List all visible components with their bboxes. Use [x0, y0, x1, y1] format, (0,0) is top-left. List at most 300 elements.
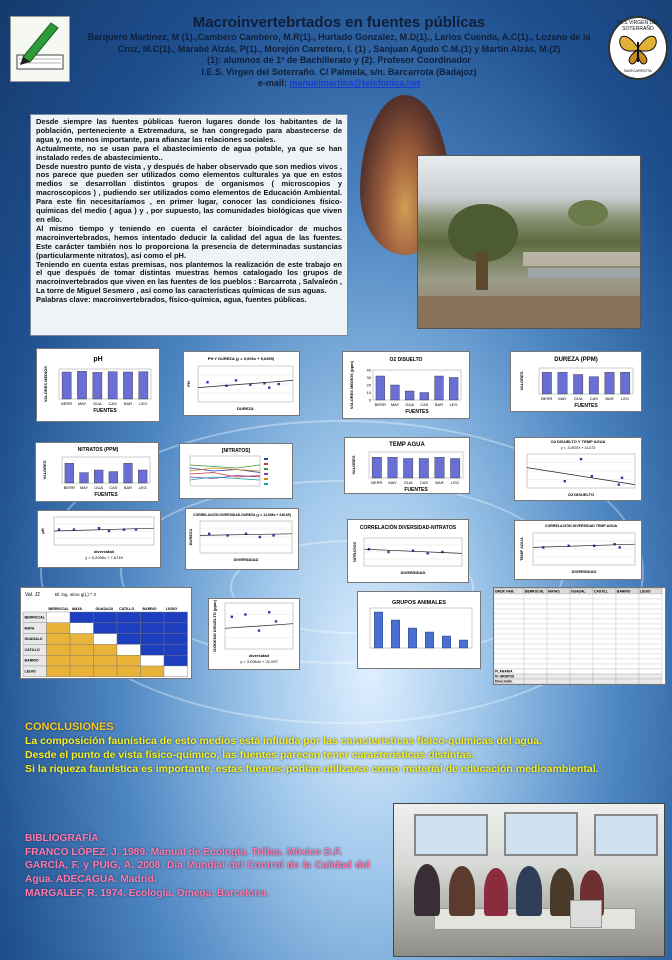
species-cell	[570, 609, 593, 614]
matrix-cell	[141, 655, 165, 666]
species-cell	[639, 594, 662, 599]
matrix-cell	[47, 623, 71, 634]
x-tick-label: GUA	[403, 480, 413, 485]
bar	[435, 376, 444, 400]
pen-book-icon	[11, 17, 69, 81]
species-cell	[547, 624, 570, 629]
chart-nitratos-ppm	[35, 442, 159, 502]
species-cell	[524, 614, 547, 619]
tree-trunk	[476, 252, 488, 290]
x-axis-label: diversidad	[248, 653, 270, 658]
species-cell	[524, 594, 547, 599]
chart-o2-disuelto	[342, 351, 470, 419]
species-cell	[547, 614, 570, 619]
y-tick-label: 0	[368, 397, 371, 403]
x-tick-label: BAR	[435, 480, 444, 485]
bar	[80, 473, 89, 483]
species-cell	[639, 659, 662, 664]
bar	[405, 391, 414, 400]
abstract-paragraph: Desde nuestro punto de vista , y después de haber observado que son medios vivos , nos parece que pueden ser utilizados como elementos culturales ya que en estos medios se desarrollan distintos grupos de organismos ( microscopios y macroscopicos ) , pudiendo ser utilizados como elementos de Educación Ambiental. Para este fin necesitaríamos , en primer lugar, conocer las condiciones físico-químicas del medio ( agua ) y , por supuesto, las comunidades biológicas que viven en ello.	[36, 161, 342, 224]
abstract-paragraph: Actualmente, no se usan para el abastecimiento de agua potable, ya que se han instalado redes de abastecimiento..	[36, 143, 342, 162]
species-cell	[524, 654, 547, 659]
y-tick-label: 40	[366, 367, 371, 373]
matrix-cell	[70, 634, 94, 645]
data-point	[621, 477, 623, 479]
y-axis-label: PH	[186, 381, 191, 387]
data-point	[618, 483, 620, 485]
x-tick-label: CAS	[420, 402, 429, 407]
species-footer-cell	[524, 669, 547, 674]
chart-title: NITRATOS (PPM)	[77, 447, 119, 453]
y-axis-label: VALORES	[42, 460, 47, 480]
species-cell	[570, 604, 593, 609]
species-footer-cell	[593, 674, 616, 679]
matrix-cell	[47, 666, 71, 677]
matrix-cell	[47, 634, 71, 645]
matrix-cell	[117, 666, 141, 677]
x-tick-label: BERR	[374, 402, 386, 407]
chart-ph	[36, 348, 160, 422]
bar	[425, 632, 434, 648]
x-tick-label: CAS	[108, 401, 117, 406]
matrix-row-header: BARRIO	[24, 658, 39, 663]
species-footer-cell	[570, 669, 593, 674]
abstract-box	[30, 114, 348, 336]
species-col-header: LEGIO	[640, 589, 651, 594]
species-cell	[616, 614, 639, 619]
seal-text-top: I.E.S VIRGEN DEL SOTERRAÑO	[616, 20, 660, 32]
species-cell	[570, 654, 593, 659]
species-cell	[593, 634, 616, 639]
species-cell	[616, 644, 639, 649]
species-cell	[547, 659, 570, 664]
matrix-col-header: BERROCAL	[48, 607, 69, 611]
y-axis-label: VALORES MEDIOS	[43, 366, 48, 402]
plot-area	[373, 370, 461, 400]
matrix-cell	[117, 655, 141, 666]
x-tick-label: CAS	[589, 396, 598, 401]
species-cell	[616, 594, 639, 599]
authors-line: Cruz, M.C(1)., Marabé Alzás, P(1)., Morejón Carretero, I. (1) , Sanjuan Agudo C.M.(1) y Martín Alzás, M.(2)	[117, 43, 561, 54]
x-tick-label: BERR	[371, 480, 383, 485]
conclusion-line: La composición faunística de esto medios está influida por las características físico-químicas del agua.	[25, 735, 542, 747]
species-cell	[570, 599, 593, 604]
x-tick-label: LEG	[451, 480, 460, 485]
y-axis-label: VALORES MEDIOS (ppm)	[349, 360, 354, 410]
y-axis-label: TEMP AGUA	[519, 537, 524, 561]
matrix-col-header: BARRIO	[142, 607, 157, 611]
species-cell	[524, 629, 547, 634]
ground	[418, 296, 640, 328]
matrix-cell	[164, 623, 188, 634]
species-cell	[494, 614, 524, 619]
matrix-row-header: BERROCAL	[24, 615, 45, 620]
matrix-col-header: CATILLO	[119, 607, 135, 611]
species-col-header: CASTILL	[594, 589, 609, 594]
student	[516, 866, 542, 916]
species-cell	[547, 619, 570, 624]
species-footer-cell	[547, 674, 570, 679]
species-footer-label: PLANARIA	[495, 669, 513, 674]
matrix-cell	[164, 612, 188, 623]
x-axis-label: DIVERSIDAD	[233, 557, 259, 562]
matrix-cell	[164, 644, 188, 655]
authors-line: Barquero Martínez, M (1).,Cambero Cambero, M.R(1)., Hurtado Gonzalez, M.D(1)., Larios Cuenda, A.C(1)., Lozano de la	[87, 32, 591, 42]
species-cell	[494, 609, 524, 614]
species-cell	[593, 659, 616, 664]
student	[414, 864, 440, 916]
bibliography-section	[25, 832, 370, 901]
matrix-cell	[47, 612, 71, 623]
bar	[139, 372, 148, 399]
abstract-keywords: Palabras clave: macroinvertebrados, físico-química, agua, fuentes públicas.	[36, 295, 307, 305]
legend-swatch	[264, 463, 268, 465]
poster-header	[0, 0, 672, 100]
x-tick-label: LEG	[139, 401, 148, 406]
species-footer-cell	[547, 669, 570, 674]
x-tick-label: MAY	[390, 402, 400, 407]
species-cell	[570, 639, 593, 644]
equation-label: y = 0,2096x + 7,6749	[85, 555, 123, 560]
matrix-cell	[164, 655, 188, 666]
species-footer-cell	[524, 674, 547, 679]
equation-label: y = 3,0964x + 22,097	[240, 659, 278, 664]
species-cell	[524, 639, 547, 644]
chart-title: DUREZA (PPM)	[554, 357, 598, 363]
stone-trough	[523, 252, 640, 266]
email-link[interactable]: manuelmartina@telefonica.net	[289, 78, 421, 88]
species-cell	[494, 599, 524, 604]
bar	[376, 376, 385, 400]
species-cell	[494, 664, 524, 669]
species-cell	[593, 619, 616, 624]
classroom-window	[504, 812, 578, 856]
x-tick-label: MAY	[77, 401, 87, 406]
matrix-row-header: LEGIO	[24, 669, 36, 674]
chart-corr-dureza	[185, 508, 299, 570]
bar	[109, 472, 118, 483]
species-cell	[639, 644, 662, 649]
bibliography-heading: BIBLIOGRAFÍA	[25, 833, 99, 844]
data-point	[268, 386, 270, 388]
bar	[419, 459, 428, 479]
species-cell	[547, 664, 570, 669]
conclusion-line: Si la riqueza faunística es importante, estas fuentes podían utilizarse como material de educación medioambiental.	[25, 763, 599, 775]
y-axis-label: NITRATOS	[352, 541, 357, 563]
chart-title: O2 DISUELTO Y TEMP AGUA	[550, 439, 606, 444]
species-cell	[593, 664, 616, 669]
species-cell	[570, 594, 593, 599]
species-cell	[547, 609, 570, 614]
species-cell	[494, 639, 524, 644]
email-label: e-mail:	[257, 78, 290, 88]
matrix-cell	[94, 666, 118, 677]
bar	[403, 459, 412, 479]
matrix-cell	[141, 612, 165, 623]
species-cell	[494, 604, 524, 609]
chart-ph-dureza	[183, 351, 300, 416]
chart-nitratos-line	[179, 443, 293, 499]
species-cell	[639, 619, 662, 624]
seal-text-bottom: BARCARROTA	[624, 68, 652, 73]
species-cell	[570, 624, 593, 629]
matrix-cell	[141, 644, 165, 655]
bar	[449, 378, 458, 401]
tree-canopy	[568, 200, 608, 226]
species-footer-cell	[570, 674, 593, 679]
species-cell	[639, 609, 662, 614]
chart-title: CORRELACIÓN DIVERSIDAD TEMP AGUA	[544, 524, 618, 528]
matrix-row-header: CATILLO	[24, 647, 40, 652]
abstract-paragraph: Desde siempre las fuentes públicas fueron lugares donde los habitantes de la población, perteneciente a Extremadura, se han congregado para abastecerse de agua y, no menos importante, para afianzar las relaciones sociales.	[36, 117, 342, 144]
bibliography-entry: GARCÍA, F. y PUIG, A. 2008. Día Mundial del Control de la Calidad del Agua. ADECAGUA. Madrid.	[25, 860, 370, 886]
species-cell	[570, 619, 593, 624]
species-footer-cell	[616, 674, 639, 679]
poster-title: Macroinvertebrtados en fuentes públicas	[192, 14, 486, 31]
plot-area	[59, 369, 151, 399]
y-axis-label: pH	[40, 528, 45, 534]
x-tick-label: GUA	[94, 485, 104, 490]
species-cell	[570, 649, 593, 654]
bibliography-entry: MARGALEF, R. 1974. Ecología. Omega. Barcelona.	[25, 887, 270, 899]
plot-area	[539, 368, 633, 394]
conclusions-section	[25, 720, 661, 776]
bar	[620, 372, 629, 394]
classroom-window	[594, 814, 658, 856]
bar	[450, 459, 459, 479]
x-tick-label: GUA	[573, 396, 583, 401]
matrix-col-header: GUADAJU	[95, 607, 114, 611]
species-col-header: BARRIO	[617, 589, 631, 594]
species-cell	[524, 634, 547, 639]
school-logo	[10, 16, 70, 82]
species-cell	[524, 624, 547, 629]
species-cell	[524, 619, 547, 624]
species-footer-cell	[593, 669, 616, 674]
y-axis-label: DUREZA	[188, 528, 193, 546]
species-footer-cell	[593, 679, 616, 684]
species-cell	[524, 664, 547, 669]
species-col-header: BERROCAL	[525, 589, 545, 594]
x-tick-label: MAY	[558, 396, 567, 401]
matrix-row-header: GUADALU	[24, 637, 43, 642]
abstract-paragraph: Teniendo en cuenta estas premisas, nos plantemos la realización de este trabajo en el que después de tomar distintas muestras hemos catalogado los grupos de macroinvertebrados que viven en las fuentes de los pueblos : Barcarrota , Salvaleón , La torre de Miguel Sesmero , así como las características químicas de sus aguas.	[36, 259, 342, 296]
x-tick-label: BERR	[61, 401, 73, 406]
chart-title: TEMP AGUA	[389, 442, 425, 448]
species-footer-cell	[639, 669, 662, 674]
x-axis-label: O2 DISUELTO	[567, 492, 595, 497]
species-cell	[593, 629, 616, 634]
legend-swatch	[264, 468, 268, 470]
x-tick-label: MAY	[79, 485, 89, 490]
species-cell	[639, 614, 662, 619]
bar	[459, 640, 468, 648]
conclusion-line: Desde el punto de vista físico-químico, las fuentes parecen tener características distintas.	[25, 749, 475, 761]
bar	[372, 457, 381, 478]
fountain-landscape-photo	[417, 155, 641, 329]
data-point	[231, 616, 233, 618]
chart-title: CORRELACIÓN DIVERSIDAD-DUREZA (y = 14,538x + 246,65)	[193, 513, 291, 517]
species-footer-cell	[570, 679, 593, 684]
matrix-row-header: MAYA	[24, 626, 35, 631]
species-cell	[639, 599, 662, 604]
species-footer-cell	[524, 679, 547, 684]
species-cell	[547, 654, 570, 659]
plot-area	[62, 457, 150, 483]
matrix-col-header: MAYA	[72, 607, 82, 611]
bar	[442, 636, 451, 648]
x-tick-label: LEG	[621, 396, 630, 401]
classroom-window	[414, 814, 488, 856]
species-cell	[547, 639, 570, 644]
species-cell	[494, 654, 524, 659]
plot-area	[370, 608, 472, 648]
matrix-cell	[141, 623, 165, 634]
species-cell	[570, 614, 593, 619]
matrix-note: Val. J2	[25, 592, 40, 598]
matrix-cell	[70, 666, 94, 677]
species-col-header: MAYAS	[548, 589, 560, 594]
bar	[589, 377, 598, 394]
x-axis-label: FUENTES	[404, 487, 428, 493]
legend-swatch	[264, 478, 268, 480]
chart-title: CORRELACIÓN DIVERSIDAD-NITRATOS	[359, 525, 457, 531]
email-line	[74, 78, 604, 90]
species-cell	[616, 634, 639, 639]
chart-ph-diversidad	[37, 510, 161, 568]
species-cell	[494, 629, 524, 634]
data-point	[244, 613, 246, 615]
species-cell	[494, 634, 524, 639]
data-point	[278, 383, 280, 385]
x-tick-label: LEG	[449, 402, 458, 407]
species-cell	[593, 594, 616, 599]
species-cell	[494, 649, 524, 654]
chart-title: O2 DISUELTO	[389, 357, 423, 363]
matrix-cell	[47, 655, 71, 666]
x-tick-label: BERR	[63, 485, 75, 490]
species-cell	[494, 594, 524, 599]
species-cell	[494, 619, 524, 624]
matrix-cell	[94, 634, 118, 645]
data-point	[98, 527, 100, 529]
data-point	[275, 620, 277, 622]
x-tick-label: BAR	[605, 396, 614, 401]
x-tick-label: BAR	[434, 402, 444, 407]
species-cell	[524, 659, 547, 664]
species-cell	[494, 624, 524, 629]
student	[449, 866, 475, 916]
bar	[62, 372, 71, 399]
y-axis-label: VALORES	[351, 455, 356, 475]
x-axis-label: DIVERSIDAD	[571, 569, 597, 574]
species-footer-label: Nº GRUPOS	[495, 674, 515, 679]
species-col-header: GUADAL	[571, 589, 586, 594]
y-tick-label: 20	[366, 382, 371, 388]
data-point	[206, 381, 208, 383]
species-cell	[524, 644, 547, 649]
x-tick-label: MAY	[388, 480, 397, 485]
species-cell	[570, 644, 593, 649]
x-axis-label: FUENTES	[574, 403, 598, 409]
bar	[65, 463, 74, 483]
matrix-cell	[117, 623, 141, 634]
species-footer-cell	[639, 679, 662, 684]
x-tick-label: CAS	[419, 480, 428, 485]
species-cell	[524, 609, 547, 614]
data-point	[272, 534, 274, 536]
bibliography-entry: FRANCO LÓPEZ, J. 1989. Manual de Ecología. Trillas. México D.F.	[25, 846, 343, 858]
x-tick-label: LEG	[138, 485, 147, 490]
chart-o2-temp	[514, 437, 642, 501]
x-tick-label: GUA	[92, 401, 102, 406]
species-cell	[593, 624, 616, 629]
address-line: I.E.S. Virgen del Soterraño. C/ Palmela, s/n. Barcarrota (Badajoz)	[201, 66, 477, 77]
legend-swatch	[264, 458, 268, 460]
matrix-cell	[164, 666, 188, 677]
species-cell	[639, 664, 662, 669]
x-axis-label: DUREZA	[237, 406, 254, 411]
matrix-cell	[117, 644, 141, 655]
bar	[138, 470, 147, 483]
chart-title: GRUPOS ANIMALES	[392, 600, 446, 606]
x-tick-label: BAR	[123, 401, 133, 406]
species-cell	[616, 629, 639, 634]
matrix-cell	[70, 623, 94, 634]
species-cell	[570, 634, 593, 639]
species-cell	[616, 619, 639, 624]
matrix-cell	[47, 644, 71, 655]
matrix-cell	[94, 655, 118, 666]
institute-seal	[608, 16, 668, 80]
data-point	[108, 530, 110, 532]
plot-area	[369, 452, 463, 478]
bar	[124, 463, 133, 483]
species-cell	[616, 649, 639, 654]
matrix-note: Bl. log. simo g(L) ^ 3	[55, 592, 96, 597]
species-cell	[547, 594, 570, 599]
bar	[573, 375, 582, 395]
matrix-cell	[94, 623, 118, 634]
species-cell	[593, 654, 616, 659]
chart-dureza	[510, 351, 642, 412]
species-cell	[616, 609, 639, 614]
species-cell	[616, 604, 639, 609]
species-cell	[593, 609, 616, 614]
affiliation-line: (1): alumnos de 1º de Bachillerato y (2). Profesor Coordinador	[207, 55, 471, 65]
chart-title: PH Y DUREZA (y = 0,006x + 5,6495)	[207, 356, 275, 361]
species-cell	[616, 599, 639, 604]
species-cell	[639, 624, 662, 629]
bar	[420, 393, 429, 401]
bar	[388, 457, 397, 478]
species-cell	[616, 639, 639, 644]
authors-block	[74, 32, 604, 90]
matrix-cell	[70, 612, 94, 623]
species-cell	[494, 659, 524, 664]
chart-grupos-animales	[357, 591, 481, 669]
x-axis-label: FUENTES	[405, 409, 429, 415]
matrix-cell	[141, 634, 165, 645]
stone-trough	[528, 268, 640, 278]
species-cell	[639, 639, 662, 644]
x-axis-label: DIVERSIDAD	[400, 570, 426, 575]
chart-title: [NITRATOS]	[221, 448, 251, 454]
species-footer-cell	[547, 679, 570, 684]
data-point	[580, 458, 582, 460]
data-point	[208, 533, 210, 535]
y-tick-label: 10	[366, 390, 371, 395]
